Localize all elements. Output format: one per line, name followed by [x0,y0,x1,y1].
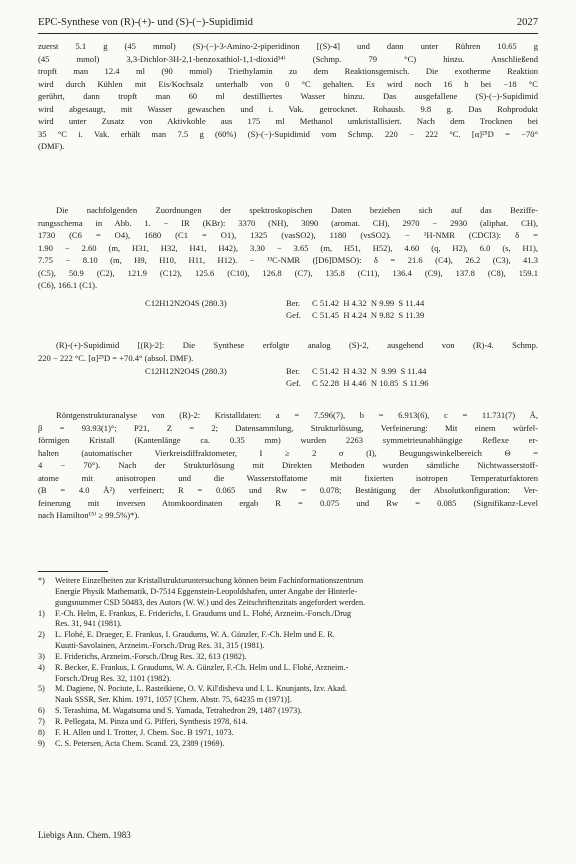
footnote-line: Kuutti-Savolainen, Arzneim.-Forsch./Drug Res. 31, 315 (1981). [55,641,265,651]
footnote [38,739,538,750]
analysis-calc-row [145,365,485,377]
text-line: Die nachfolgenden Zuordnungen der spektroskopischen Daten beziehen sich auf das Beziffe- [56,205,538,215]
r-supidimid-paragraph [38,339,538,364]
text-line: (C6), 166.1 (C1). [38,280,98,291]
text-line: β = 93.93(1)°; P21, Z = 2; Datensammlung, Strukturlösung, Verfeinerung: Mit einem würfel- [38,422,538,433]
footnote-rule [38,571,108,572]
analysis-calc-values: C 51.42 H 4.32 N 9.99 S 11.44 [312,366,427,376]
footnote-line: Res. 31, 941 (1981). [55,619,122,629]
footnote-line: Weitere Einzelheiten zur Kristallstrukturuntersuchung können beim Fachinformationszentrum [55,576,364,585]
footnote-line: C. S. Petersen, Acta Chem. Scand. 23, 2389 (1969). [55,738,225,748]
elemental-analysis-2 [145,365,485,390]
footnote [38,630,538,652]
footnote-line: S. Terashima, M. Wagatsuma und S. Yamada, Tetrahedron 29, 1487 (1973). [55,706,302,716]
text-line: (R)-(+)-Supidimid [(R)-2]: Die Synthese erfolgte analog (S)-2, ausgehend von (R)-4. Schmp. [56,340,538,350]
analysis-calc-label: Ber. [286,298,301,308]
analysis-found-label: Gef. [286,378,301,389]
footnote-line: M. Dagiene, N. Pociute, L. Rasteikiene, O. V. Kil'disheva und I. L. Knunjants, Izv. Akad. [55,684,347,694]
text-line: feinerung mit inversen Atomkoordinaten ergab R = 0.075 und Rw = 0.085 (Signifikanz-Level [38,497,538,508]
text-line: 220 − 222 °C. [α]²⁵D = +70.4° (absol. DMF). [38,352,194,363]
footnote-line: R. Becker, E. Frankus, I. Graudums, W. A. Günzler, F.-Ch. Helm und L. Flohé, Arzneim.- [55,662,349,672]
analysis-found-values: C 51.45 H 4.24 N 9.82 S 11.39 [312,310,425,321]
footnote-line: R. Pellegata, M. Pinza und G. Pifferi, Synthesis 1978, 614. [55,716,248,726]
footnote-line: F. H. Allen und I. Trotter, J. Chem. Soc. B 1971, 1073. [55,727,234,737]
footnote [38,684,538,706]
analysis-found-label: Gef. [286,310,301,321]
footnote-mark: 1) [38,608,45,618]
analysis-calc-row [145,297,485,309]
text-line: 35 °C i. Vak. erhält man 7.5 g (60%) (S)-(−)-Supidimid vom Schmp. 220 − 222 °C. [α]²⁵D = −70° [38,128,538,139]
text-line: (B = 4.0 Å²) verfeinert; R = 0.065 und Rw = 0.078; Bestätigung der Absolutkonfiguration: Ver- [38,485,538,496]
footnote-mark: 5) [38,684,45,694]
text-line: 7.75 − 8.10 (m, H9, H10, H11, H12). − ¹³C-NMR ([D6]DMSO): δ = 21.6 (C4), 26.2 (C3), 41.3 [38,255,538,266]
footnote-mark: 3) [38,651,45,661]
footnote-line: gungsnummer CSD 50483, des Autors (W. W.) und des Zeitschriftenzitats angefordert werden. [55,597,366,607]
analysis-found-values: C 52.28 H 4.46 N 10.85 S 11.96 [312,378,429,389]
text-line: nach Hamilton¹⁵⁾ ≥ 99.5%)*). [38,510,140,521]
elemental-analysis-1 [145,297,485,322]
text-line: 4 − 70°). Nach der Strukturlösung mit Direkten Methoden wurden sämtliche Nichtwasserstoff- [38,460,538,471]
footnote-line: L. Flohé, E. Draeger, E. Frankus, I. Graudums, W. A. Günzler, F.-Ch. Helm und E. R. [55,630,335,640]
footnote [38,609,538,631]
text-line: zuerst 5.1 g (45 mmol) (S)-(−)-3-Amino-2-piperidinon [(S)-4] und dann unter Rühren 10.65 g [38,41,538,51]
footnote-mark: 9) [38,738,45,748]
footnote-line: E. Friderichs, Arzneim.-Forsch./Drug Res. 32, 613 (1982). [55,651,247,661]
text-line: Röntgenstrukturanalyse von (R)-2: Kristalldaten: a = 7.596(7), b = 6.913(6), c = 11.731(7) Å, [56,410,538,420]
footnote [38,728,538,739]
running-header [38,17,538,31]
page-number: 2027 [516,17,538,28]
analysis-formula: C12H12N2O4S (280.3) [145,298,227,308]
text-line: (DMF). [38,141,65,152]
analysis-found-row [145,309,485,321]
footnote-mark: 2) [38,630,45,640]
text-line: 1.90 − 2.60 (m, H31, H32, H41, H42), 3.30 − 3.65 (m, H51, H52), 4.60 (q, H2), 6.0 (s, H1), [38,242,538,253]
header-rule [38,33,538,34]
analysis-calc-label: Ber. [286,366,301,376]
text-line: tropft man 12.4 ml (90 mmol) Triethylamin zu dem Reaktionsgemisch. Die exotherme Reaktion [38,66,538,77]
text-line: 1730 (C6 = O4), 1680 (C1 = O1), 1325 (vasSO2), 1180 (vsSO2). − ¹H-NMR (CDCl3): δ = [38,230,538,241]
footnote-line: Forsch./Drug Res. 32, 1101 (1982). [55,673,172,683]
text-line: wird durch Kühlen mit Eis/Kochsalz unterhalb von 0 °C gehalten. Es wird noch 16 h bei −18 °C [38,78,538,89]
footnote [38,576,538,609]
footnote-line: F.-Ch. Helm, E. Frankus, E. Friderichs, I. Graudums und L. Flohé, Arzneim.-Forsch./Drug [55,608,352,618]
footnote-mark: 8) [38,727,45,737]
footnote-mark: *) [38,576,45,585]
text-line: förmigen Kristall (Kantenlänge ca. 0.35 mm) wurden 2263 symmetrieunabhängige Reflexe er- [38,435,538,446]
footnote-mark: 6) [38,706,45,716]
text-line: wird unter Zusatz von Aktivkohle aus 175 ml Methanol umkristallisiert. Nach dem Trocknen bei [38,116,538,127]
footnote [38,706,538,717]
text-line: wird abgesaugt, mit Wasser gewaschen und i. Vak. getrocknet. Rohausb. 9.8 g. Das Rohprodukt [38,103,538,114]
footnote-line: Energie Physik Mathematik, D-7514 Eggenstein-Leopoldshafen, unter Angabe der Hinterle- [55,586,358,596]
xray-paragraph [38,409,538,522]
text-line: atome mit anisotropen und die Wasserstoffatome mit fixierten isotropen Temperaturfaktoren [38,472,538,483]
footnotes [38,576,538,750]
footnote-mark: 7) [38,716,45,726]
text-line: (45 mmol) 3,3-Dichlor-3H-2,1-benzoxathiol-1,1-dioxid¹⁴⁾ (Schmp. 79 °C) hinzu. Anschließend [38,53,538,64]
footnote-line: Nauk SSSR, Ser. Khim. 1971, 1057 [Chem. Abstr. 75, 64235 m (1971)]. [55,695,292,705]
analysis-calc-values: C 51.42 H 4.32 N 9.99 S 11.44 [312,298,425,308]
text-line: rungsschema in Abb. 1. − IR (KBr): 3370 (NH), 3090 (aromat. CH), 2970 − 2930 (aliphat. CH), [38,217,538,228]
footnote [38,652,538,663]
spectroscopy-paragraph [38,204,538,292]
analysis-found-row [145,377,485,389]
synthesis-paragraph [38,40,538,153]
footnote-mark: 4) [38,662,45,672]
footnote [38,663,538,685]
text-line: halten (automatischer Vierkreisdiffraktometer, I ≥ 2 σ (I), Beugungswinkelbereich Θ = [38,447,538,458]
text-line: (C5), 50.9 (C2), 121.9 (C12), 125.6 (C10), 126.8 (C7), 135.8 (C11), 136.4 (C9), 137.8 (C8), 159.1 [38,267,538,278]
running-title: EPC-Synthese von (R)-(+)- und (S)-(−)-Supidimid [38,17,253,28]
journal-footer: Liebigs Ann. Chem. 1983 [38,830,131,840]
text-line: gerührt, dann tropft man 60 ml destilliertes Wasser hinzu. Das ausgefallene (S)-(−)-Supidimid [38,91,538,102]
analysis-formula: C12H12N2O4S (280.3) [145,366,227,376]
footnote [38,717,538,728]
